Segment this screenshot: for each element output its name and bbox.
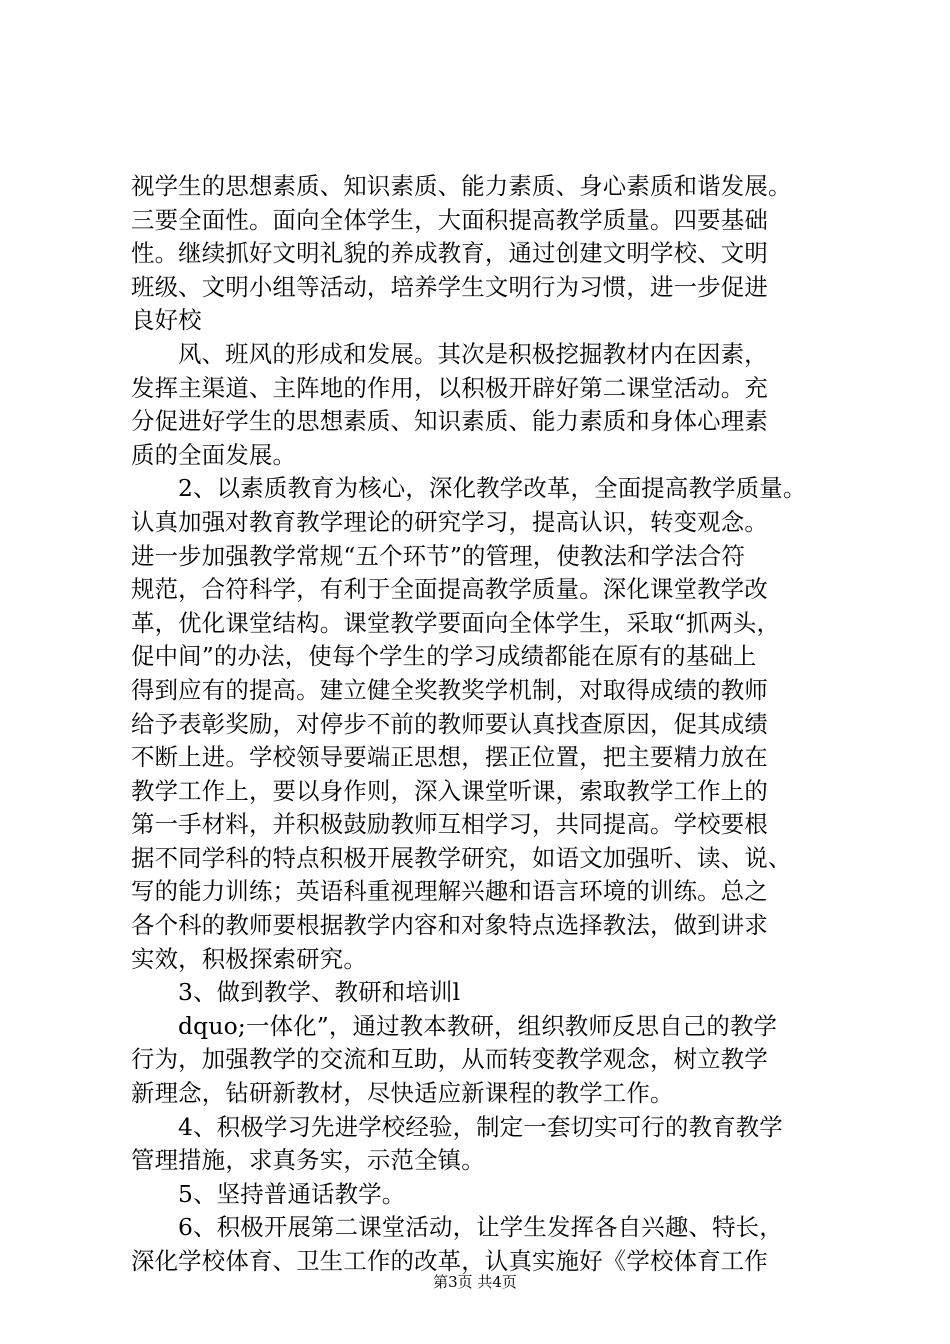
text-line: 发挥主渠道、主阵地的作用，以积极开辟好第二课堂活动。充 bbox=[131, 373, 768, 402]
text-line: 据不同学科的特点积极开展教学研究，如语文加强听、读、说、 bbox=[131, 843, 792, 872]
text-line: 班级、文明小组等活动，培养学生文明行为习惯，进一步促进 bbox=[131, 272, 768, 301]
text-line: 三要全面性。面向全体学生，大面积提高教学质量。四要基础 bbox=[131, 205, 768, 234]
text-line: 管理措施，求真务实，示范全镇。 bbox=[131, 1146, 485, 1175]
text-line: 给予表彰奖励，对停步不前的教师要认真找查原因，促其成绩 bbox=[131, 709, 768, 738]
text-line: 行为，加强教学的交流和互助，从而转变教学观念，树立教学 bbox=[131, 1045, 768, 1074]
text-line: 革，优化课堂结构。课堂教学要面向全体学生，采取“抓两头， bbox=[131, 608, 781, 637]
text-line: 2、以素质教育为核心，深化教学改革，全面提高教学质量。 bbox=[178, 474, 807, 503]
text-line: 进一步加强教学常规“五个环节”的管理，使教法和学法合符 bbox=[131, 541, 746, 570]
text-line: 认真加强对教育教学理论的研究学习，提高认识，转变观念。 bbox=[131, 507, 768, 536]
text-line: 规范，合符科学，有利于全面提高教学质量。深化课堂教学改 bbox=[131, 575, 768, 604]
text-line: 性。继续抓好文明礼貌的养成教育，通过创建文明学校、文明 bbox=[131, 239, 768, 268]
text-line: 5、坚持普通话教学。 bbox=[178, 1179, 406, 1208]
text-line: 深化学校体育、卫生工作的改革，认真实施好《学校体育工作 bbox=[131, 1247, 768, 1275]
text-line: 3、做到教学、教研和培训l bbox=[178, 978, 461, 1007]
text-line: 视学生的思想素质、知识素质、能力素质、身心素质和谐发展。 bbox=[131, 172, 792, 200]
text-line: 实效，积极探索研究。 bbox=[131, 944, 367, 973]
text-line: 各个科的教师要根据教学内容和对象特点选择教法，做到讲求 bbox=[131, 911, 768, 940]
text-line: 6、积极开展第二课堂活动，让学生发挥各自兴趣、特长， bbox=[178, 1213, 783, 1242]
text-line: 写的能力训练；英语科重视理解兴趣和语言环境的训练。总之 bbox=[131, 877, 768, 906]
text-line: 4、积极学习先进学校经验，制定一套切实可行的教育教学 bbox=[178, 1112, 783, 1141]
document-body bbox=[131, 170, 831, 1279]
text-line: 第一手材料，并积极鼓励教师互相学习，共同提高。学校要根 bbox=[131, 810, 768, 839]
text-line: 分促进好学生的思想素质、知识素质、能力素质和身体心理素 bbox=[131, 407, 768, 436]
text-line: 教学工作上，要以身作则，深入课堂听课，索取教学工作上的 bbox=[131, 776, 768, 805]
text-line: 质的全面发展。 bbox=[131, 440, 297, 469]
text-line: 不断上进。学校领导要端正思想，摆正位置，把主要精力放在 bbox=[131, 743, 768, 772]
text-line: 得到应有的提高。建立健全奖教奖学机制，对取得成绩的教师 bbox=[131, 675, 768, 704]
text-line: 新理念，钻研新教材，尽快适应新课程的教学工作。 bbox=[131, 1079, 674, 1108]
text-line: 风、班风的形成和发展。其次是积极挖掘教材内在因素， bbox=[178, 339, 768, 368]
text-line: dquo;一体化”，通过教本教研，组织教师反思自己的教学 bbox=[178, 1011, 778, 1040]
text-line: 良好校 bbox=[131, 306, 202, 335]
text-line: 促中间”的办法，使每个学生的学习成绩都能在原有的基础上 bbox=[131, 642, 757, 671]
page-number-footer: 第3页 共4页 bbox=[433, 1273, 517, 1291]
